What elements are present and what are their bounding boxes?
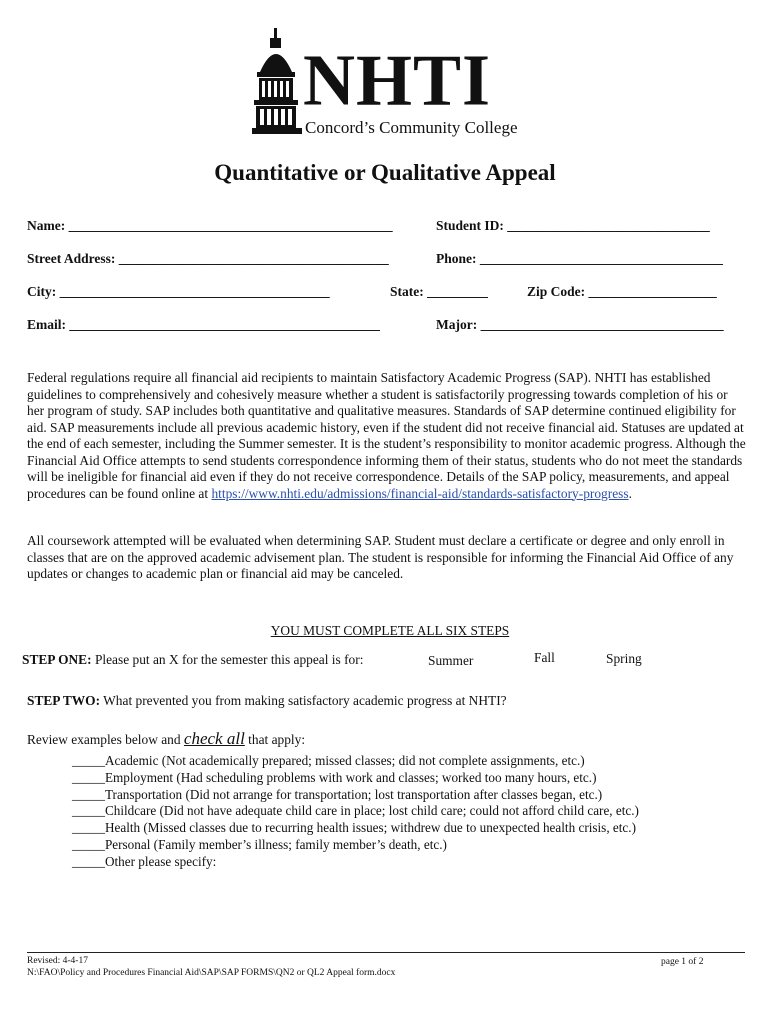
step-one [22,652,363,668]
nhti-dome-logo [250,28,302,138]
reasons-list [72,753,639,871]
phone-field[interactable]: Phone: ____________________________________ [436,251,723,266]
check-all-emphasis: check all [183,729,245,748]
step-one-text: Please put an X for the semester this appeal is for: [94,652,364,667]
logo-wordmark: NHTI [303,39,492,121]
reason-transportation[interactable]: _____Transportation (Did not arrange for transportation; lost transportation after classes began, etc.) [72,786,603,802]
steps-header: YOU MUST COMPLETE ALL SIX STEPS [270,623,510,638]
name-field[interactable]: Name: ________________________________________________ [27,218,393,233]
footer-revised: Revised: 4-4-17 [27,956,88,966]
state-field[interactable]: State: _________ [390,284,488,299]
sap-policy-text: Federal regulations require all financial aid recipients to maintain Satisfactory Academic Progress (SAP). NHTI has established guidelines to comprehensively and cohesively measure whether a student is satisfactorily progressing towards completion of his or her program of study. SAP includes both quantitative and qualitative measures. Standards of SAP determine continued eligibility for aid. SAP measurements include all previous academic history, even if the student did not receive financial aid. Statuses are updated at the end of each semester, including the Summer semester. It is the student’s responsibility to monitor academic progress. Although the Financial Aid Office attempts to send students correspondence informing them of their status, students who do not meet the standards will be ineligible for financial aid even if they do not receive correspondence. Details of the SAP policy, measurements, and appeal procedures can be found online at [27,370,746,501]
footer-divider [27,952,745,953]
coursework-paragraph: All coursework attempted will be evaluated when determining SAP. Student must declare a certificate or degree and only enroll in classes that are on the approved academic advisement plan. The student is responsible for informing the Financial Aid Office of any updates or changes to academic plan or financial aid may be canceled. [27,533,734,581]
reason-personal[interactable]: _____Personal (Family member’s illness; family member’s death, etc.) [72,836,447,852]
reason-employment[interactable]: _____Employment (Had scheduling problems with work and classes; worked too many hours, etc.) [72,769,597,785]
page-title: Quantitative or Qualitative Appeal [214,160,556,185]
step-two [27,693,507,709]
step-two-label: STEP TWO: [27,693,101,708]
street-address-field[interactable]: Street Address: ________________________________________ [27,251,389,266]
city-field[interactable]: City: ________________________________________ [27,284,330,299]
semester-option-summer[interactable]: Summer [428,653,474,668]
reason-health[interactable]: _____Health (Missed classes due to recurring health issues; withdrew due to unexpected health crisis, etc.) [72,820,636,836]
email-field[interactable]: Email: ______________________________________________ [27,317,380,332]
major-field[interactable]: Major: ____________________________________ [436,317,724,332]
footer-page-number: page 1 of 2 [661,957,704,967]
step-one-label: STEP ONE: [22,652,92,667]
student-id-field[interactable]: Student ID: ______________________________ [436,218,710,233]
review-instruction [27,729,305,749]
review-after: that apply: [244,732,306,747]
reason-childcare[interactable]: _____Childcare (Did not have adequate child care in place; lost child care; could not afford child care, etc.) [72,803,639,819]
review-before: Review examples below and [27,732,184,747]
footer-file-path: N:\FAO\Policy and Procedures Financial Aid\SAP\SAP FORMS\QN2 or QL2 Appeal form.docx [27,968,396,978]
reason-academic[interactable]: _____Academic (Not academically prepared; missed classes; did not complete assignments, etc.) [72,753,585,768]
semester-option-fall[interactable]: Fall [534,650,555,665]
step-two-text: What prevented you from making satisfactory academic progress at NHTI? [103,693,507,708]
sap-policy-end: . [628,485,632,501]
reason-other[interactable]: _____Other please specify: [72,853,217,869]
logo-tagline: Concord’s Community College [305,118,518,137]
zip-code-field[interactable]: Zip Code: ___________________ [527,284,717,299]
sap-policy-link[interactable]: https://www.nhti.edu/admissions/financial-aid/standards-satisfactory-progress [211,485,629,501]
semester-option-spring[interactable]: Spring [606,651,642,666]
sap-policy-paragraph [27,370,747,502]
